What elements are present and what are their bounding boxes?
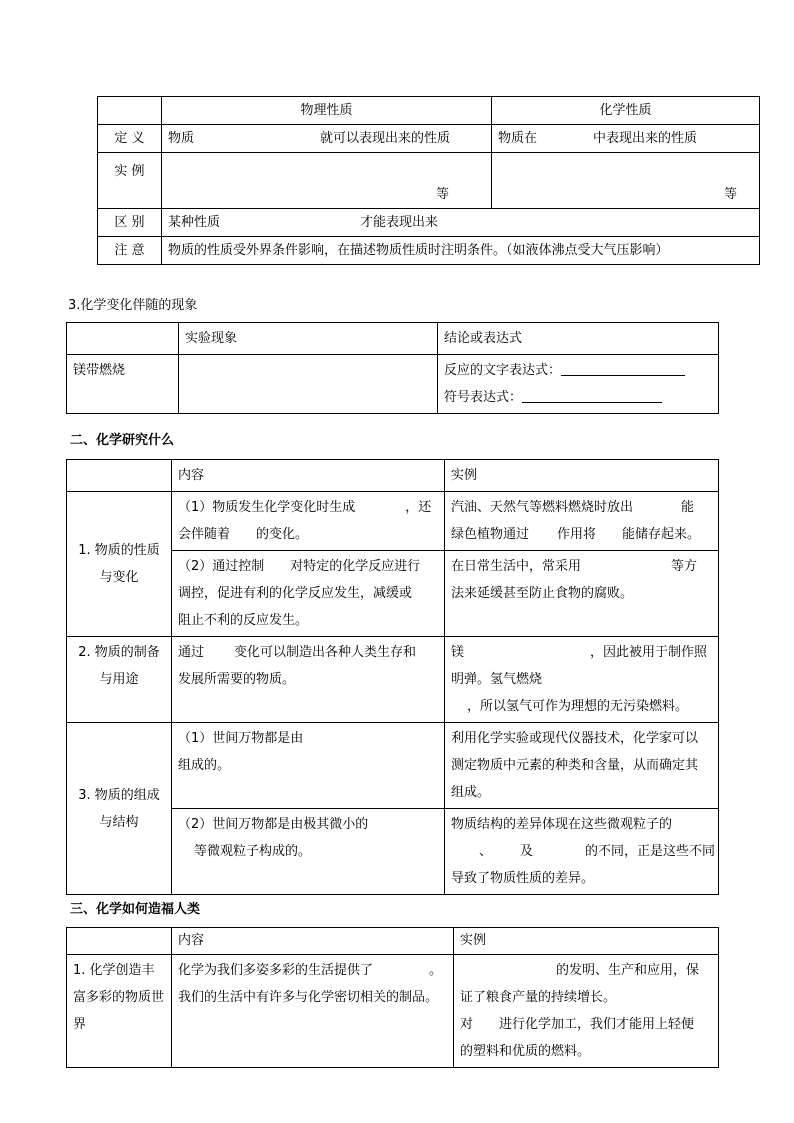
phenomena-table [66, 322, 719, 414]
row-label-magnesium: 镁带燃烧 [67, 355, 179, 414]
row-label-properties-change: 1. 物质的性质与变化 [67, 492, 172, 637]
col-phenomenon: 实验现象 [179, 323, 438, 355]
chemistry-research-table: 内容 实例 1. 物质的性质与变化 （1）物质发生化学变化时生成 ，还 会伴随着 的变化。 汽油、天然气等燃料燃烧时放出 能 绿色植物通过 作用将 能储存起来。 （2）通过控制 对特定的化学反应进行 调控，促进有利的化学反应发生，减缓或 阻止不利的反应发生。 在日常生活中，常采用 等方 法来延缓甚至防止食物的腐败。 2. 物质的制备与用途 通过 变化可以制造出各种人类生存和 发展所需要的物质。 镁 ，因此被用于制作照 明弹。氢气燃烧 ，所以氢气可作为理想的无污染燃料。 3. 物质的组成与结构 （1）世间万物都是由 组成的。 利用化学实验或现代仪器技术，化学家可以 测定物质中元素的种类和含量，从而确定其 组成。 （2）世间万物都是由极其微小的 等微观粒子构成的。 物质结构的差异体现在这些微观粒子的 、 及 的不同，正是这些不同 导致了物质性质的差异。 [66, 459, 719, 895]
section-3-title: 3.化学变化伴随的现象 [68, 298, 198, 313]
col-example: 实例 [445, 460, 719, 492]
row-label-composition-structure: 3. 物质的组成与结构 [67, 723, 172, 895]
expressions: 反应的文字表达式： 符号表达式： [438, 355, 719, 414]
row-label-note: 注 意 [98, 237, 162, 265]
col-content-4: 内容 [172, 928, 454, 955]
row-label-example: 实 例 [98, 153, 162, 209]
symbol-expression-blank [522, 386, 662, 403]
word-expression-blank [561, 359, 685, 376]
note-text: 物质的性质受外界条件影响，在描述物质性质时注明条件。（如液体沸点受大气压影响） [162, 237, 760, 265]
chemistry-benefits-table: 内容 实例 1. 化学创造丰富多彩的物质世界 化学为我们多姿多彩的生活提供了 。 我们的生活中有许多与化学密切相关的制品。 的发明、生产和应用，保 证了粮食产量的持续增长。 对 进行化学加工，我们才能用上轻便 的塑料和优质的燃料。 [66, 927, 719, 1068]
col-chemical: 化学性质 [492, 97, 760, 125]
row-label-definition: 定 义 [98, 125, 162, 153]
row-label-preparation-use: 2. 物质的制备与用途 [67, 637, 172, 723]
row-label-difference: 区 别 [98, 209, 162, 237]
row-label-material-world: 1. 化学创造丰富多彩的物质世界 [67, 955, 172, 1068]
col-physical: 物理性质 [162, 97, 492, 125]
example-chemical: 等 [492, 153, 760, 209]
section-two-title: 二、化学研究什么 [70, 433, 175, 448]
definition-chemical: 物质在 中表现出来的性质 [492, 125, 760, 153]
col-conclusion: 结论或表达式 [438, 323, 719, 355]
col-example-4: 实例 [454, 928, 719, 955]
definition-physical: 物质 就可以表现出来的性质 [162, 125, 492, 153]
difference-text: 某种性质 才能表现出来 [162, 209, 760, 237]
phenomenon-blank [179, 355, 438, 414]
example-physical: 等 [162, 153, 492, 209]
section-three-title: 三、化学如何造福人类 [70, 902, 201, 917]
properties-table [97, 96, 760, 265]
col-content: 内容 [172, 460, 445, 492]
